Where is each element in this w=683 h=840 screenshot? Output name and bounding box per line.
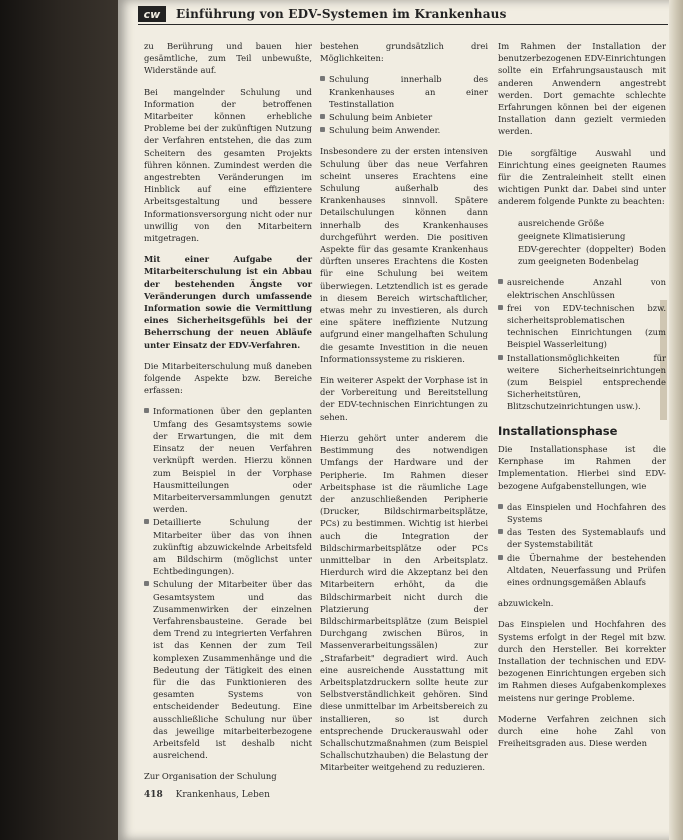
bullet-list [498,501,666,588]
bullet-icon [498,555,503,560]
list-item-text: das Einspielen und Hochfahren des Systems [507,501,666,524]
list-item [320,111,488,123]
footer-running-text: Krankenhaus, Leben [175,790,270,800]
list-item-text: die Übernahme der bestehenden Altdaten, Neuerfassung und Prüfen eines ordnungsgemäßen Ablaufs [507,552,666,587]
list-item [498,501,666,525]
paragraph: Ein weiterer Aspekt der Vorphase ist in der Vorbereitung und Bereitstellung der EDV-technischen Einrichtungen zu sehen. [320,375,488,422]
list-item-text: EDV-gerechter (doppelter) Boden zum geeigneten Bodenbelag [518,244,666,267]
bullet-icon [320,76,325,81]
sub-list [498,217,666,268]
paragraph: Im Rahmen der Installation der benutzerbezogenen EDV-Einrichtungen sollte ein Erfahrungsaustausch mit anderen Anwendern angestrebt werden. Dort gemachte schlechte Erfahrungen können bei der eigenen Installation dann gezielt vermieden werden. [498,41,666,137]
list-item-text: Installationsmöglichkeiten für weitere Sicherheitseinrichtungen (zum Beispiel entsprechende Sicherheitstüren, Blitzschutzeinrichtungen usw.). [507,352,666,412]
page-number: 418 [144,790,163,800]
list-item [498,217,666,229]
list-item-text: Schulung innerhalb des Krankenhauses an einer Testinstallation [329,74,488,109]
list-item [498,243,666,267]
text-column-3 [498,40,666,758]
page-edge [669,0,683,840]
list-item [498,552,666,589]
paragraph: Das Einspielen und Hochfahren des Systems erfolgt in der Regel mit bzw. durch den Hersteller. Bei korrekter Installation der technischen und EDV-bezogenen Einrichtungen ergeben sich im Rahmen dieses Aufgabenkomplexes meistens nur geringe Probleme. [498,619,666,703]
list-item-text: Informationen über den geplanten Umfang des Gesamtsystems sowie der Erwartungen, die mit dem Einsatz der neuen Verfahren verknüpft werden. Hierzu können zum Beispiel in der Vorphase Hausmitteilungen oder Mitarbeiterversammlungen genutzt werden. [153,406,312,515]
bullet-icon [320,114,325,119]
page-footer [144,790,270,800]
list-item [144,405,312,515]
list-item-text: geeignete Klimatisierung [518,230,626,241]
paragraph: abzuwickeln. [498,598,554,609]
text-column-2 [320,40,488,783]
text-column-1 [144,40,312,792]
list-item-text: das Testen des Systemablaufs und der Systemstabilität [507,527,666,550]
section-heading: Installationsphase [498,423,618,438]
list-item-text: Schulung der Mitarbeiter über das Gesamtsystem und das Zusammenwirken der einzelnen Verfahrensbausteine. Gerade bei dem Trend zu integrierten Verfahren ist das Kennen der zum Teil komplexen Zusammenhänge und die Bedeutung der Tätigkeit des einen für die das Funktionieren des gesamten Systems von entscheidender Bedeutung. Eine ausschließliche Schulung nur über das jeweilige mitarbeiterbezogene Arbeitsfeld ist deshalb nicht ausreichend. [153,579,312,761]
list-item-text: frei von EDV-technischen bzw. sicherheitsproblematischen technischen Einrichtungen (zum Beispiel Wasserleitung) [507,302,666,350]
list-item-text: Schulung beim Anbieter [329,112,433,123]
paragraph: Hierzu gehört unter anderem die Bestimmung des notwendigen Umfangs der Hardware und der Peripherie. Im Rahmen dieser Arbeitsphase ist die räumliche Lage der anzuschließenden Peripherie (Drucker, Bildschirmarbeitsplätze, PCs) zu bestimmen. Wichtig ist hierbei auch die Integration der Bildschirmarbeitsplätze oder PCs unmittelbar in den Arbeitsplatz. Hierdurch wird die Akzeptanz bei den Mitarbeitern erhöht, da die Bildschirmarbeit nicht durch die Platzierung der Bildschirmarbeitsplätze (zum Beispiel Durchgang zwischen Büros, in Massenverarbeitungssälen) zur „Strafarbeit" degradiert wird. Auch eine ausreichende Ausstattung mit Arbeitsplatzdruckern sollte heute zur Selbstverständlichkeit gehören. Sind diese unmittelbar im Arbeitsbereich zu installieren, so ist durch entsprechende Druckerauswahl oder Schallschutzmaßnahmen (zum Beispiel Schallschutzhauben) die Belastung der Mitarbeiter weitgehend zu reduzieren. [320,432,488,773]
list-item [498,276,666,300]
bullet-icon [320,127,325,132]
list-item [498,352,666,413]
bullet-icon [498,305,503,310]
list-item-text: ausreichende Größe [518,217,605,228]
header-title: Einführung von EDV-Systemen im Krankenhaus [176,7,507,21]
paragraph: Die sorgfältige Auswahl und Einrichtung eines geeigneten Raumes für die Zentraleinheit stellt einen wichtigen Punkt dar. Dabei sind unter anderem folgende Punkte zu beachten: [498,147,666,207]
bullet-icon [144,581,149,586]
paragraph: Insbesondere zu der ersten intensiven Schulung über das neue Verfahren scheint unseres Erachtens eine Schulung außerhalb des Krankenhauses sinnvoll. Spätere Detailschulungen können dann innerhalb des Krankenhauses durchgeführt werden. Die positiven Aspekte für das gesamte Krankenhaus dürften unseres Erachtens die Kosten für eine Schulung bei weitem überwiegen. Letztendlich ist es gerade in diesem Bereich wirtschaftlicher, etwas mehr zu investieren, als durch eine spätere ineffiziente Nutzung aufgrund einer mangelhaften Schulung die gesamte Investition in die neuen Informationssysteme zu riskieren. [320,146,488,364]
paragraph: zu Berührung und bauen hier gesämtliche, zum Teil unbewußte, Widerstände auf. [144,41,312,76]
paragraph: Moderne Verfahren zeichnen sich durch eine hohe Zahl von Freiheitsgraden aus. Diese werden [498,713,666,749]
list-item [320,73,488,110]
paragraph: Zur Organisation der Schulung [144,771,277,782]
list-item [498,230,666,242]
list-item [320,124,488,136]
list-item [144,516,312,577]
paragraph: Die Mitarbeiterschulung muß daneben folgende Aspekte bzw. Bereiche erfassen: [144,360,312,396]
list-item-text: Schulung beim Anwender. [329,125,441,136]
paragraph: Bei mangelnder Schulung und Information der betroffenen Mitarbeiter können erhebliche Probleme bei der zukünftigen Nutzung der Verfahren entstehen, die das zum Scheitern des gesamten Projekts führen können. Zumindest werden die angestrebten Veränderungen im Hinblick auf eine effizientere Arbeitsgestaltung und bessere Informationsversorgung nicht oder nur unwillig von den Mitarbeitern mitgetragen. [144,86,312,244]
list-item-text: ausreichende Anzahl von elektrischen Anschlüssen [507,277,666,300]
bullet-list [498,276,666,412]
bullet-icon [498,504,503,509]
book-spine-shadow [0,0,118,840]
paragraph: bestehen grundsätzlich drei Möglichkeiten: [320,41,488,64]
publisher-logo: cw [138,6,166,22]
bullet-icon [498,279,503,284]
book-page [118,0,683,840]
bullet-icon [144,408,149,413]
list-item [498,302,666,351]
bullet-list [320,73,488,136]
bullet-icon [144,519,149,524]
running-header [138,4,668,25]
list-item [144,578,312,761]
bullet-icon [498,529,503,534]
bullet-icon [498,355,503,360]
bullet-list [144,405,312,761]
emphasis-paragraph: Mit einer Aufgabe der Mitarbeiterschulung ist ein Abbau der bestehenden Ängste vor Veränderungen durch umfassende Information sowie die Vermittlung eines Sicherheitsgefühls bei der Beherrschung der neuen Abläufe unter Einsatz der EDV-Verfahren. [144,254,312,350]
list-item [498,526,666,550]
list-item-text: Detaillierte Schulung der Mitarbeiter über das von ihnen zukünftig abzuwickelnde Arbeitsfeld am Bildschirm (möglichst unter Echtbedingungen). [153,517,312,577]
paragraph: Die Installationsphase ist die Kernphase im Rahmen der Implementation. Hierbei sind EDV-bezogene Aufgabenstellungen, wie [498,443,666,491]
